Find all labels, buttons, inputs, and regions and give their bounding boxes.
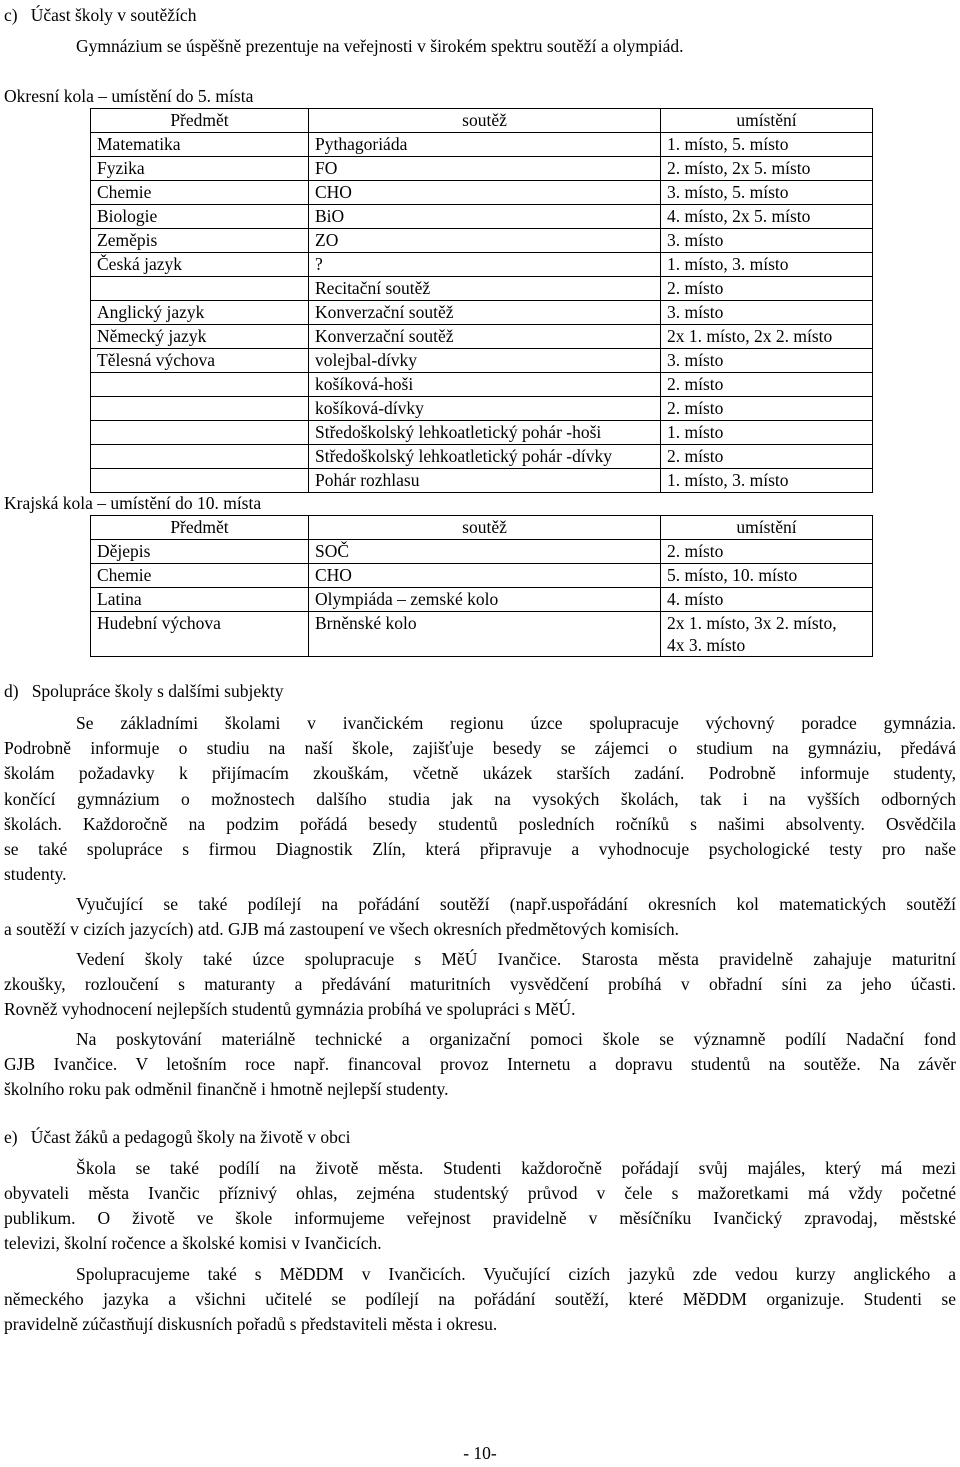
placement-cell bbox=[661, 612, 873, 657]
d-p1-line-5: se také spolupráce s firmou Diagnostik Zlín, která připravuje a vyhodnocuje psychologické testy pro naše bbox=[4, 839, 956, 859]
placement-cell: 2x 1. místo, 2x 2. místo bbox=[661, 325, 873, 349]
contest-cell: Konverzační soutěž bbox=[309, 325, 661, 349]
contest-cell: CHO bbox=[309, 564, 661, 588]
header-contest: soutěž bbox=[309, 516, 661, 540]
subject-cell: Anglický jazyk bbox=[91, 301, 309, 325]
placement-cell: 1. místo, 3. místo bbox=[661, 253, 873, 277]
placement-cell: 4. místo bbox=[661, 588, 873, 612]
contest-cell: Středoškolský lehkoatletický pohár -dívky bbox=[309, 445, 661, 469]
subject-cell: Chemie bbox=[91, 181, 309, 205]
placement-cell: 2. místo bbox=[661, 445, 873, 469]
subject-cell: Matematika bbox=[91, 133, 309, 157]
contest-cell: Středoškolský lehkoatletický pohár -hoši bbox=[309, 421, 661, 445]
d-p4-line-2: školního roku pak odměnil finančně i hmotně nejlepší studenty. bbox=[4, 1079, 449, 1099]
placement-line: 2x 1. místo, 3x 2. místo, bbox=[667, 613, 837, 633]
table-row bbox=[91, 612, 873, 657]
d-p1-line-2: školám požadavky k přijímacím zkouškám, včetně ukázek starších zadání. Podrobně informuje studenty, bbox=[4, 763, 956, 783]
placement-cell: 3. místo, 5. místo bbox=[661, 181, 873, 205]
contest-cell: košíková-hoši bbox=[309, 373, 661, 397]
table-row bbox=[91, 373, 873, 397]
table-row bbox=[91, 181, 873, 205]
e-p2-line-1: německého jazyka a všichni učitelé se podílejí na pořádání soutěží, které MěDDM organizuje. Studenti se bbox=[4, 1289, 956, 1309]
table-header-row bbox=[91, 109, 873, 133]
subject-cell: Německý jazyk bbox=[91, 325, 309, 349]
contest-cell: Konverzační soutěž bbox=[309, 301, 661, 325]
placement-cell: 2. místo bbox=[661, 373, 873, 397]
e-p2-line-0: Spolupracujeme také s MěDDM v Ivančicích. Vyučující cizích jazyků zde vedou kurzy anglického a bbox=[76, 1264, 956, 1284]
contest-cell: FO bbox=[309, 157, 661, 181]
placement-cell: 2. místo bbox=[661, 277, 873, 301]
contest-cell: Brněnské kolo bbox=[309, 612, 661, 657]
section-c-heading: c) Účast školy v soutěžích bbox=[4, 5, 197, 25]
subject-cell: Tělesná výchova bbox=[91, 349, 309, 373]
header-placement: umístění bbox=[661, 109, 873, 133]
subject-cell: Biologie bbox=[91, 205, 309, 229]
table-row bbox=[91, 277, 873, 301]
d-p3-line-2: Rovněž vyhodnocení nejlepších studentů gymnázia probíhá ve spolupráci s MěÚ. bbox=[4, 999, 576, 1019]
d-p1-line-6: studenty. bbox=[4, 864, 67, 884]
table-row bbox=[91, 133, 873, 157]
contest-cell: Recitační soutěž bbox=[309, 277, 661, 301]
table-row bbox=[91, 397, 873, 421]
subject-cell bbox=[91, 469, 309, 493]
d-p3-line-1: zkoušky, rozloučení s maturanty a předávání maturitních vysvědčení probíhá v obřadní síni za jeho účasti. bbox=[4, 974, 956, 994]
placement-line-continued: 4x 3. místo bbox=[667, 635, 746, 655]
placement-cell: 3. místo bbox=[661, 349, 873, 373]
page-number: - 10- bbox=[463, 1443, 497, 1463]
e-p1-line-1: obyvateli města Ivančic příznivý ohlas, zejména studentský průvod v čele s mažoretkami má vždy početné bbox=[4, 1183, 956, 1203]
d-p2-line-0: Vyučující se také podílejí na pořádání soutěží (např.uspořádání okresních kol matematických soutěží bbox=[76, 894, 956, 914]
contest-cell: ? bbox=[309, 253, 661, 277]
subject-cell: Fyzika bbox=[91, 157, 309, 181]
placement-cell: 1. místo, 3. místo bbox=[661, 469, 873, 493]
placement-cell: 3. místo bbox=[661, 229, 873, 253]
table-row bbox=[91, 325, 873, 349]
table-row bbox=[91, 564, 873, 588]
table-row bbox=[91, 157, 873, 181]
header-contest: soutěž bbox=[309, 109, 661, 133]
subject-cell: Latina bbox=[91, 588, 309, 612]
placement-cell: 2. místo bbox=[661, 397, 873, 421]
contest-cell: CHO bbox=[309, 181, 661, 205]
subject-cell: Chemie bbox=[91, 564, 309, 588]
table-row bbox=[91, 205, 873, 229]
subject-cell: Česká jazyk bbox=[91, 253, 309, 277]
table-row bbox=[91, 445, 873, 469]
table-header-row bbox=[91, 516, 873, 540]
table-row bbox=[91, 421, 873, 445]
d-p4-line-0: Na poskytování materiálně technické a organizační pomoci škole se významně podílí Nadační fond bbox=[76, 1029, 956, 1049]
district-results-table bbox=[90, 108, 873, 493]
d-p1-line-1: Podrobně informuje o studiu na naší škole, zajišťuje besedy se zájemci o studium na gymnáziu, předává bbox=[4, 738, 956, 758]
table-row bbox=[91, 253, 873, 277]
subject-cell: Dějepis bbox=[91, 540, 309, 564]
contest-cell: BiO bbox=[309, 205, 661, 229]
placement-cell: 1. místo bbox=[661, 421, 873, 445]
subject-cell bbox=[91, 397, 309, 421]
subject-cell bbox=[91, 277, 309, 301]
d-p2-line-1: a soutěží v cizích jazycích) atd. GJB má zastoupení ve všech okresních předmětových komisích. bbox=[4, 919, 679, 939]
district-title: Okresní kola – umístění do 5. místa bbox=[4, 86, 254, 106]
placement-cell: 1. místo, 5. místo bbox=[661, 133, 873, 157]
d-p1-line-3: končící gymnázium o možnostech dalšího studia jak na vysokých školách, tak i na vyšších odborných bbox=[4, 789, 956, 809]
subject-cell: Hudební výchova bbox=[91, 612, 309, 657]
placement-cell: 3. místo bbox=[661, 301, 873, 325]
contest-cell: košíková-dívky bbox=[309, 397, 661, 421]
placement-cell: 4. místo, 2x 5. místo bbox=[661, 205, 873, 229]
contest-cell: volejbal-dívky bbox=[309, 349, 661, 373]
table-row bbox=[91, 349, 873, 373]
header-subject: Předmět bbox=[91, 516, 309, 540]
d-p1-line-4: školách. Každoročně na podzim pořádá besedy studentů posledních ročníků s našimi absolventy. Osvědčila bbox=[4, 814, 956, 834]
subject-cell bbox=[91, 421, 309, 445]
d-p3-line-0: Vedení školy také úzce spolupracuje s MěÚ Ivančice. Starosta města pravidelně zahajuje maturitní bbox=[76, 949, 956, 969]
contest-cell: Olympiáda – zemské kolo bbox=[309, 588, 661, 612]
placement-cell: 2. místo bbox=[661, 540, 873, 564]
subject-cell: Zeměpis bbox=[91, 229, 309, 253]
table-row bbox=[91, 469, 873, 493]
e-p1-line-2: publikum. O životě ve škole informujeme veřejnost pravidelně v měsíčníku Ivančický zpravodaj, městské bbox=[4, 1208, 956, 1228]
table-row bbox=[91, 229, 873, 253]
placement-cell: 2. místo, 2x 5. místo bbox=[661, 157, 873, 181]
contest-cell: Pohár rozhlasu bbox=[309, 469, 661, 493]
subject-cell bbox=[91, 373, 309, 397]
e-p2-line-2: pravidelně zúčastňují diskusních pořadů s představiteli města i okresu. bbox=[4, 1314, 498, 1334]
table-row bbox=[91, 588, 873, 612]
e-p1-line-0: Škola se také podílí na životě města. Studenti každoročně pořádají svůj majáles, který má mezi bbox=[76, 1158, 956, 1178]
e-p1-line-3: televizi, školní ročence a školské komisi v Ivančicích. bbox=[4, 1233, 382, 1253]
d-p4-line-1: GJB Ivančice. V letošním roce např. financoval provoz Internetu a dopravu studentů na soutěže. Na závěr bbox=[4, 1054, 956, 1074]
header-placement: umístění bbox=[661, 516, 873, 540]
header-subject: Předmět bbox=[91, 109, 309, 133]
contest-cell: ZO bbox=[309, 229, 661, 253]
subject-cell bbox=[91, 445, 309, 469]
placement-cell: 5. místo, 10. místo bbox=[661, 564, 873, 588]
regional-results-table bbox=[90, 515, 873, 657]
d-p1-line-0: Se základními školami v ivančickém regionu úzce spolupracuje výchovný poradce gymnázia. bbox=[76, 713, 956, 733]
table-row bbox=[91, 540, 873, 564]
section-d-heading: d) Spolupráce školy s dalšími subjekty bbox=[4, 681, 284, 701]
section-c-intro: Gymnázium se úspěšně prezentuje na veřejnosti v širokém spektru soutěží a olympiád. bbox=[76, 36, 684, 56]
section-e-heading: e) Účast žáků a pedagogů školy na životě v obci bbox=[4, 1127, 351, 1147]
contest-cell: SOČ bbox=[309, 540, 661, 564]
contest-cell: Pythagoriáda bbox=[309, 133, 661, 157]
table-row bbox=[91, 301, 873, 325]
regional-title: Krajská kola – umístění do 10. místa bbox=[4, 493, 262, 513]
